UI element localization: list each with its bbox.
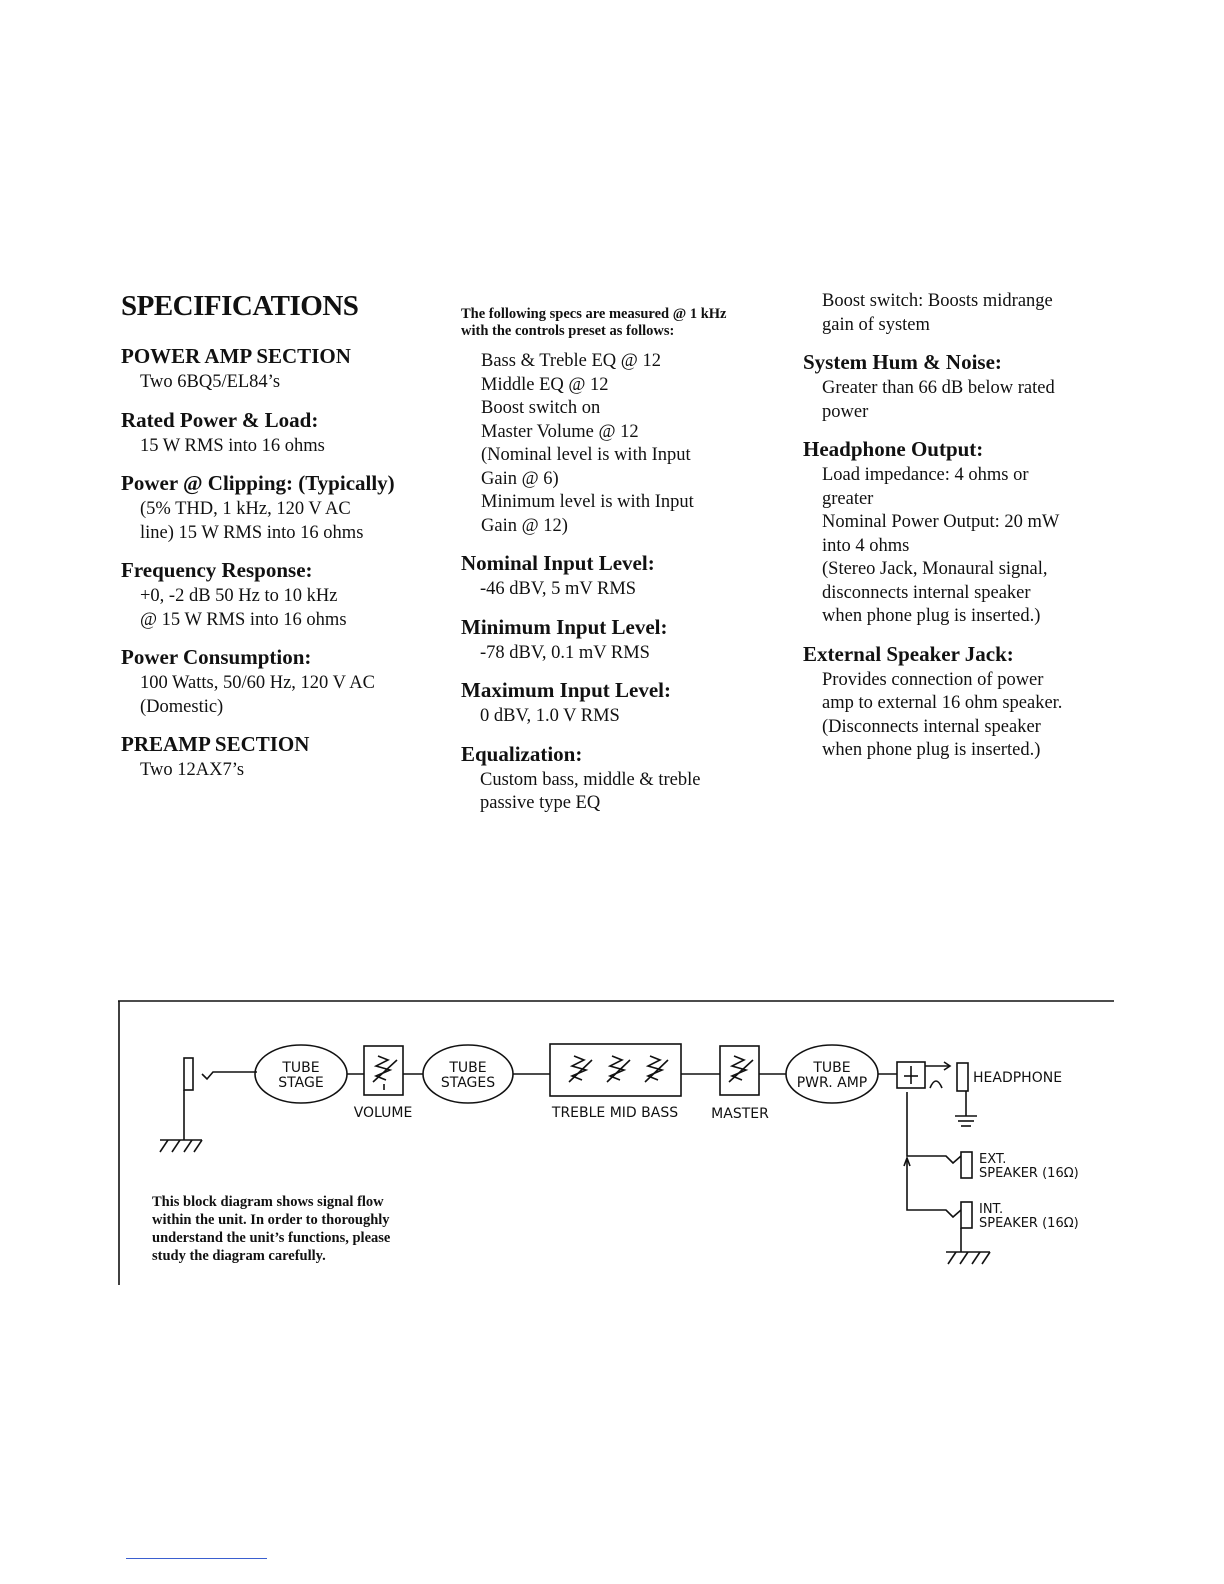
section-title: System Hum & Noise: <box>803 350 1002 374</box>
tube-pwr-amp-label-1: TUBE <box>813 1060 851 1076</box>
section-body <box>140 672 451 719</box>
footer-rule <box>126 1558 267 1559</box>
text-line: gain of system <box>822 314 930 335</box>
ext-label-1: EXT. <box>979 1152 1007 1167</box>
section-line: (5% THD, 1 kHz, 120 V AC <box>140 499 351 519</box>
section-line: (Stereo Jack, Monaural signal, <box>822 559 1048 579</box>
section-body <box>822 669 1113 763</box>
text-line: Boost switch on <box>481 398 601 418</box>
spec-section <box>121 558 451 632</box>
section-line: into 4 ohms <box>822 535 910 556</box>
section-title: External Speaker Jack: <box>803 641 1014 666</box>
section-title: PREAMP SECTION <box>121 732 310 756</box>
spec-section <box>121 344 451 395</box>
spec-section <box>121 408 451 459</box>
tube-pwr-amp-label-2: PWR. AMP <box>796 1075 868 1091</box>
ext-speaker-wire <box>907 1092 961 1163</box>
section-line: -46 dBV, 5 mV RMS <box>480 579 637 599</box>
section-title: Nominal Input Level: <box>461 551 655 575</box>
volume-label: VOLUME <box>353 1105 413 1121</box>
ext-label-2: SPEAKER (16Ω) <box>979 1166 1079 1181</box>
section-line: Two 12AX7’s <box>140 760 245 780</box>
section-line: disconnects internal speaker <box>822 582 1031 603</box>
section-line: (Disconnects internal speaker <box>822 716 1041 737</box>
section-line: power <box>822 401 869 422</box>
section-title: Rated Power & Load: <box>121 407 319 432</box>
preset-list <box>481 350 781 538</box>
caption-line: within the unit. In order to thoroughly <box>152 1212 390 1228</box>
section-line: Custom bass, middle & treble <box>480 769 701 790</box>
spec-section <box>121 732 451 783</box>
section-line: -78 dBV, 0.1 mV RMS <box>480 642 650 663</box>
headphone-label: HEADPHONE <box>973 1070 1063 1086</box>
spec-section <box>461 551 781 602</box>
section-title: Minimum Input Level: <box>461 614 668 639</box>
input-jack-icon <box>184 1058 193 1090</box>
section-body <box>480 769 781 816</box>
section-body <box>480 642 781 666</box>
section-title: Equalization: <box>461 741 583 766</box>
text-line: Boost switch: Boosts midrange <box>822 291 1053 311</box>
master-pot-icon <box>720 1046 759 1095</box>
spec-section <box>121 645 451 719</box>
section-body <box>140 498 451 545</box>
tube-stage-label-1: TUBE <box>282 1060 320 1076</box>
section-body <box>822 464 1113 629</box>
spec-column-2 <box>461 306 781 829</box>
section-line: Two 6BQ5/EL84’s <box>140 372 281 392</box>
section-line: passive type EQ <box>480 793 601 813</box>
spec-column-3 <box>803 288 1113 776</box>
section-line: 100 Watts, 50/60 Hz, 120 V AC <box>140 673 375 693</box>
pot-symbol <box>569 1056 668 1082</box>
section-line: +0, -2 dB 50 Hz to 10 kHz <box>140 586 338 606</box>
spec-section <box>121 471 451 545</box>
page-title: SPECIFICATIONS <box>121 290 359 322</box>
int-label-2: SPEAKER (16Ω) <box>979 1216 1079 1231</box>
diagram-caption <box>152 1193 452 1265</box>
int-speaker-wire <box>907 1158 961 1217</box>
eq-label: TREBLE MID BASS <box>551 1105 679 1121</box>
section-body <box>480 705 781 729</box>
pot-symbol <box>373 1056 397 1090</box>
headphone-ground-icon <box>955 1116 977 1126</box>
section-line: when phone plug is inserted.) <box>822 606 1041 626</box>
section-title: Power @ Clipping: (Typically) <box>121 471 395 495</box>
section-line: 0 dBV, 1.0 V RMS <box>480 706 620 726</box>
section-line: 15 W RMS into 16 ohms <box>140 435 325 456</box>
boost-switch-note <box>822 290 1113 337</box>
section-line: (Domestic) <box>140 696 224 717</box>
caption-line: study the diagram carefully. <box>152 1248 326 1264</box>
measurement-intro <box>461 306 781 340</box>
section-body <box>480 578 781 602</box>
section-title: Maximum Input Level: <box>461 678 671 702</box>
section-title: Headphone Output: <box>803 437 984 461</box>
spec-section <box>461 615 781 666</box>
spec-column-1 <box>121 288 451 796</box>
section-body <box>140 759 451 783</box>
section-line: when phone plug is inserted.) <box>822 740 1041 760</box>
switch-contact <box>930 1081 942 1088</box>
headphone-jack-icon <box>957 1063 968 1091</box>
section-line: Nominal Power Output: 20 mW <box>822 512 1060 532</box>
caption-line: This block diagram shows signal flow <box>152 1194 384 1210</box>
speaker-ground-icon <box>946 1252 990 1264</box>
input-wire <box>202 1072 257 1079</box>
intro-line: with the controls preset as follows: <box>461 323 675 339</box>
input-ground-icon <box>160 1140 202 1152</box>
spec-section <box>461 742 781 816</box>
text-line: Middle EQ @ 12 <box>481 374 609 395</box>
section-body <box>140 585 451 632</box>
caption-line: understand the unit’s functions, please <box>152 1230 391 1246</box>
spec-section <box>803 437 1113 629</box>
section-title: Frequency Response: <box>121 558 313 582</box>
section-line: greater <box>822 488 874 509</box>
section-title: POWER AMP SECTION <box>121 344 351 368</box>
section-line: Provides connection of power <box>822 669 1044 690</box>
text-line: Gain @ 12) <box>481 515 568 536</box>
spec-section <box>803 350 1113 424</box>
col1-sections <box>121 344 451 783</box>
intro-line: The following specs are measured @ 1 kHz <box>461 306 727 322</box>
section-line: Load impedance: 4 ohms or <box>822 465 1029 485</box>
section-line: line) 15 W RMS into 16 ohms <box>140 522 364 543</box>
spec-section <box>803 642 1113 763</box>
text-line: Minimum level is with Input <box>481 492 694 512</box>
tube-stages-label-2: STAGES <box>440 1075 496 1091</box>
pot-symbol <box>729 1056 753 1082</box>
text-line: Bass & Treble EQ @ 12 <box>481 351 661 371</box>
int-speaker-jack-icon <box>961 1202 972 1228</box>
spec-section <box>461 678 781 729</box>
section-line: @ 15 W RMS into 16 ohms <box>140 609 347 630</box>
ext-speaker-jack-icon <box>961 1152 972 1178</box>
section-line: Greater than 66 dB below rated <box>822 378 1055 398</box>
text-line: Master Volume @ 12 <box>481 421 639 442</box>
text-line: Gain @ 6) <box>481 468 559 489</box>
text-line: (Nominal level is with Input <box>481 445 691 465</box>
master-label: MASTER <box>711 1106 769 1122</box>
section-body <box>140 371 451 395</box>
section-title: Power Consumption: <box>121 645 312 669</box>
col2-sections <box>461 551 781 816</box>
section-body <box>822 377 1113 424</box>
col3-sections <box>803 350 1113 763</box>
int-label-1: INT. <box>979 1202 1004 1217</box>
tube-stages-label-1: TUBE <box>449 1060 487 1076</box>
tube-stage-label-2: STAGE <box>278 1075 324 1091</box>
section-line: amp to external 16 ohm speaker. <box>822 693 1063 713</box>
section-body <box>140 435 451 459</box>
